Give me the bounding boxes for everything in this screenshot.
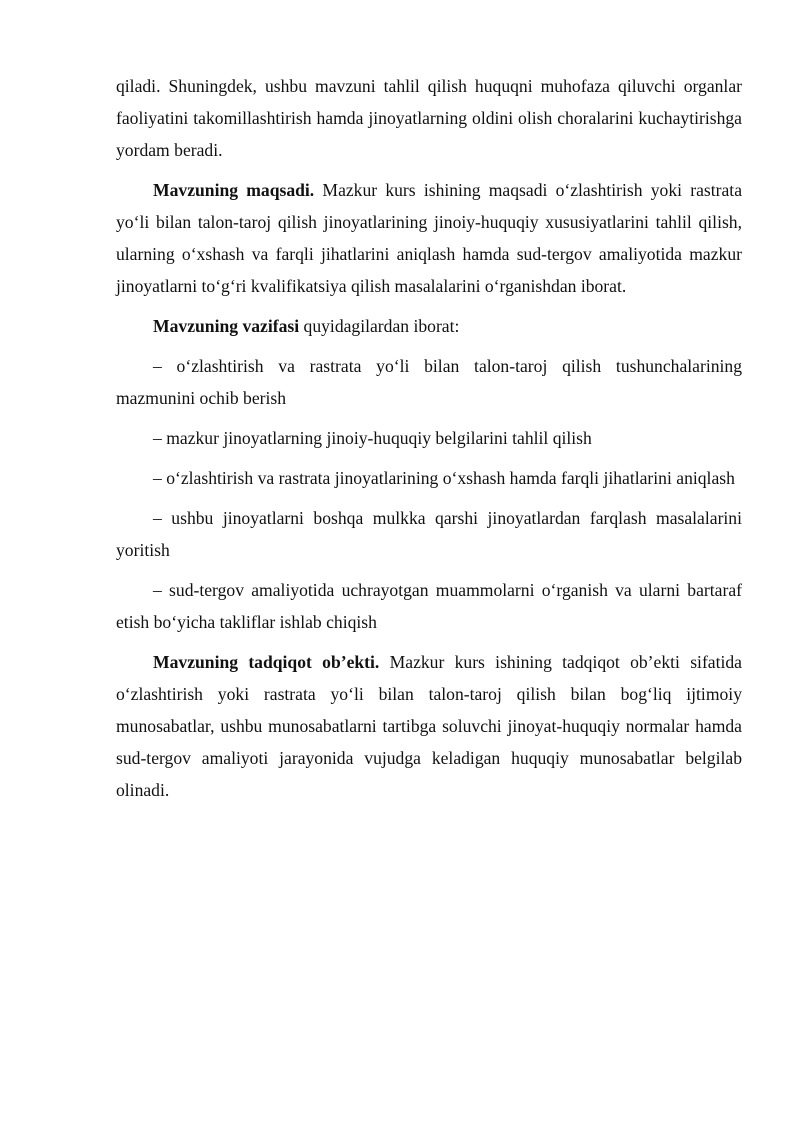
task-item-5: – sud-tergov amaliyotida uchrayotgan muammolarni o‘rganish va ularni bartaraf etish bo‘yicha takliflar ishlab chiqish [116,580,742,632]
object-paragraph [116,646,742,806]
goal-paragraph [116,174,742,302]
task-item-4: – ushbu jinoyatlarni boshqa mulkka qarshi jinoyatlardan farqlash masalalarini yoritish [116,508,742,560]
tasks-intro-text: quyidagilardan iborat: [299,316,460,336]
tasks-paragraph [116,310,742,342]
task-item-2: – mazkur jinoyatlarning jinoiy-huquqiy belgilarini tahlil qilish [153,428,592,448]
goal-text: Mazkur kurs ishining maqsadi o‘zlashtirish yoki rastrata yo‘li bilan talon-taroj qilish jinoyatlarining jinoiy-huquqiy xususiyatlarini tahlil qilish, ularning o‘xshash va farqli jihatlarini aniqlash hamda sud-tergov amaliyotida mazkur jinoyatlarni to‘g‘ri kvalifikatsiya qilish masalalarini o‘rganishdan iborat. [116,180,743,296]
intro-paragraph: qiladi. Shuningdek, ushbu mavzuni tahlil qilish huquqni muhofaza qiluvchi organlar faoliyatini takomillashtirish hamda jinoyatlarning oldini olish choralarini kuchaytirishga yordam beradi. [116,76,742,160]
goal-heading: Mavzuning maqsadi. [153,180,315,200]
task-item-1: – o‘zlashtirish va rastrata yo‘li bilan talon-taroj qilish tushunchalarining mazmunini ochib berish [116,356,742,408]
task-item-3: – o‘zlashtirish va rastrata jinoyatlarining o‘xshash hamda farqli jihatlarini aniqlash [153,468,735,488]
object-text: Mazkur kurs ishining tadqiqot ob’ekti sifatida o‘zlashtirish yoki rastrata yo‘li bilan talon-taroj qilish bilan bog‘liq ijtimoiy munosabatlar, ushbu munosabatlarni tartibga soluvchi jinoyat-huquqiy normalar hamda sud-tergov amaliyoti jarayonida vujudga keladigan huquqiy munosabatlar belgilab olinadi. [116,652,742,800]
document-page [116,70,742,814]
tasks-heading: Mavzuning vazifasi [153,316,300,336]
object-heading: Mavzuning tadqiqot ob’ekti. [153,652,380,672]
